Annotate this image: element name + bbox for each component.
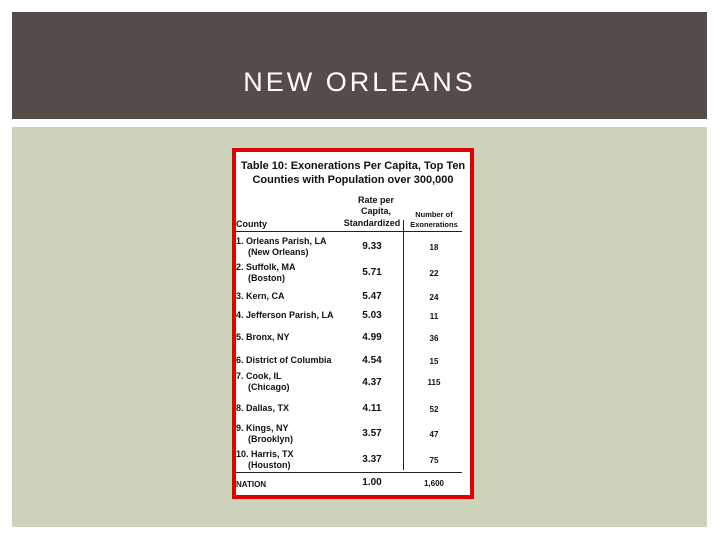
rate-value: 9.33 (362, 241, 382, 252)
exoneration-count: 22 (429, 269, 439, 278)
county-header: County (236, 219, 267, 229)
exonerations-table (236, 152, 470, 495)
nation-rate: 1.00 (362, 477, 382, 488)
exoneration-count: 15 (429, 357, 439, 366)
county-name: 7. Cook, IL (236, 371, 282, 381)
exoneration-count: 11 (429, 312, 439, 321)
exoneration-count: 47 (429, 430, 439, 439)
rate-value: 5.03 (362, 310, 382, 321)
county-name: 6. District of Columbia (236, 355, 332, 365)
nation-count: 1,600 (423, 479, 445, 488)
rate-value: 3.37 (362, 454, 382, 465)
exoneration-count: 18 (429, 243, 439, 252)
county-name: 9. Kings, NY (236, 423, 289, 433)
county-name: 5. Bronx, NY (236, 332, 290, 342)
exoneration-count: 115 (427, 378, 441, 387)
column-divider (403, 220, 404, 470)
nation-divider (236, 472, 462, 473)
rate-header-line2: Capita, (360, 206, 391, 216)
county-city: (Boston) (248, 273, 285, 283)
exoneration-count: 52 (429, 405, 439, 414)
number-header-line1: Number of (415, 210, 453, 219)
county-name: 3. Kern, CA (236, 291, 285, 301)
county-city: (Brooklyn) (248, 434, 293, 444)
rate-value: 4.11 (362, 403, 382, 414)
county-name: 8. Dallas, TX (236, 403, 290, 413)
county-name: 4. Jefferson Parish, LA (236, 310, 334, 320)
highlight-frame (232, 148, 474, 499)
header-divider (236, 231, 462, 232)
county-name: 10. Harris, TX (236, 449, 294, 459)
rate-value: 4.37 (362, 377, 382, 388)
slide-header (12, 12, 707, 119)
number-header-line2: Exonerations (410, 220, 458, 229)
county-name: 2. Suffolk, MA (236, 262, 296, 272)
rate-value: 4.99 (362, 332, 382, 343)
exoneration-count: 75 (429, 456, 439, 465)
rate-value: 5.71 (362, 267, 382, 278)
county-city: (New Orleans) (248, 247, 309, 257)
table-title-line1: Table 10: Exonerations Per Capita, Top Ten (240, 160, 466, 172)
county-city: (Chicago) (248, 382, 290, 392)
county-name: 1. Orleans Parish, LA (236, 236, 327, 246)
rate-header-line1: Rate per (357, 195, 394, 205)
rate-value: 3.57 (362, 428, 382, 439)
rate-value: 4.54 (362, 355, 382, 366)
rate-value: 5.47 (362, 291, 382, 302)
table-title-line2: Counties with Population over 300,000 (252, 174, 454, 186)
slide-title: NEW ORLEANS (243, 67, 476, 97)
nation-label: NATION (236, 480, 267, 489)
exoneration-count: 24 (429, 293, 439, 302)
rate-header-line3: Standardized (343, 218, 401, 228)
county-city: (Houston) (248, 460, 291, 470)
exoneration-count: 36 (429, 334, 439, 343)
